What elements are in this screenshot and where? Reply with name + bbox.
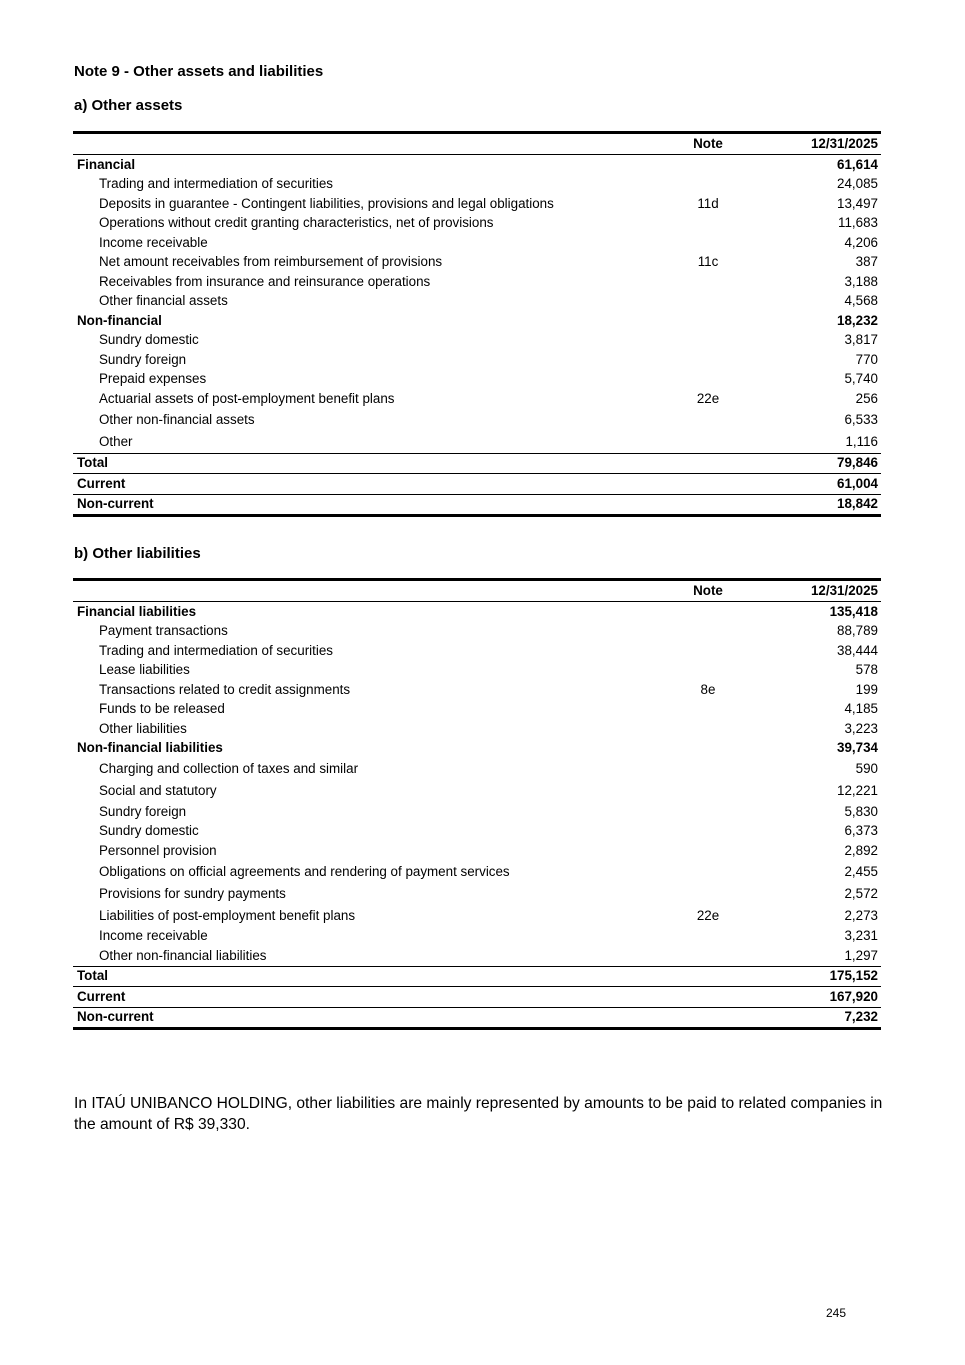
row-label: Charging and collection of taxes and similar — [99, 761, 359, 776]
row-value: 578 — [855, 662, 878, 678]
row-label: Social and statutory — [99, 783, 217, 798]
row-note — [658, 661, 758, 681]
table-row — [73, 780, 881, 802]
group-row — [73, 739, 881, 759]
table-header — [73, 580, 881, 602]
row-note — [658, 927, 758, 947]
row-note — [658, 802, 758, 822]
row-label: Obligations on official agreements and rendering of payment services — [99, 863, 510, 879]
header-note: Note — [693, 583, 723, 598]
row-label: Sundry domestic — [99, 332, 199, 348]
header-date: 12/31/2025 — [810, 136, 878, 151]
row-label: Total — [77, 968, 108, 984]
table-row — [73, 194, 881, 214]
row-value: 2,455 — [844, 863, 878, 879]
row-value: 4,206 — [844, 234, 878, 250]
row-label: Liabilities of post-employment benefit plans — [99, 907, 356, 923]
row-label: Financial — [77, 156, 136, 172]
row-note — [658, 370, 758, 390]
section-title-assets: a) Other assets — [74, 97, 183, 114]
row-value: 7,232 — [844, 1009, 878, 1025]
row-label: Income receivable — [99, 234, 208, 250]
total-row — [73, 494, 881, 516]
row-note — [658, 292, 758, 312]
group-row — [73, 602, 881, 622]
row-note — [658, 409, 758, 431]
row-note — [658, 453, 758, 474]
row-note — [658, 155, 758, 175]
row-label: Financial liabilities — [77, 603, 197, 619]
table-row — [73, 700, 881, 720]
other-liabilities-table — [73, 578, 881, 1030]
other-assets-table — [73, 131, 881, 517]
table-row — [73, 946, 881, 966]
row-note — [658, 780, 758, 802]
row-value: 38,444 — [837, 642, 878, 658]
table-row — [73, 622, 881, 642]
row-label: Actuarial assets of post-employment benefit plans — [99, 390, 395, 406]
row-value: 199 — [855, 681, 878, 697]
row-note — [658, 311, 758, 331]
row-value: 4,568 — [844, 293, 878, 309]
table-row — [73, 822, 881, 842]
row-label: Transactions related to credit assignments — [99, 681, 351, 697]
row-value: 590 — [855, 761, 878, 776]
table-row — [73, 233, 881, 253]
row-label: Net amount receivables from reimbursement of provisions — [99, 254, 443, 270]
table-row — [73, 883, 881, 905]
row-value: 2,572 — [844, 885, 878, 901]
row-note — [658, 331, 758, 351]
row-label: Trading and intermediation of securities — [99, 642, 333, 658]
row-note: 11d — [697, 195, 719, 211]
table-row — [73, 292, 881, 312]
row-note — [658, 1007, 758, 1029]
row-value: 39,734 — [837, 740, 878, 756]
row-label: Other non-financial assets — [99, 411, 255, 427]
row-value: 3,223 — [844, 720, 878, 736]
row-label: Prepaid expenses — [99, 371, 207, 387]
total-row — [73, 453, 881, 474]
row-label: Total — [77, 455, 108, 471]
row-value: 175,152 — [829, 968, 878, 984]
row-note — [658, 883, 758, 905]
footnote-paragraph: In ITAÚ UNIBANCO HOLDING, other liabilities are mainly represented by amounts to be paid to related companies in the amount of R$ 39,330. — [74, 1095, 883, 1133]
row-value: 24,085 — [837, 176, 878, 192]
row-label: Income receivable — [99, 928, 208, 944]
row-note — [658, 861, 758, 883]
table-row — [73, 409, 881, 431]
header-label — [73, 580, 658, 602]
table-row — [73, 253, 881, 273]
header-date: 12/31/2025 — [810, 583, 878, 598]
row-label: Receivables from insurance and reinsurance operations — [99, 273, 431, 289]
group-row — [73, 311, 881, 331]
row-note — [658, 641, 758, 661]
row-value: 3,188 — [844, 273, 878, 289]
row-value: 5,830 — [844, 803, 878, 819]
table-row — [73, 680, 881, 700]
table-row — [73, 272, 881, 292]
row-value: 18,232 — [837, 312, 878, 328]
row-note — [658, 233, 758, 253]
table-header — [73, 133, 881, 155]
row-note — [658, 700, 758, 720]
section-title-liabilities: b) Other liabilities — [74, 545, 201, 562]
row-label: Payment transactions — [99, 623, 228, 639]
row-label: Lease liabilities — [99, 662, 190, 678]
table-row — [73, 758, 881, 780]
row-note — [658, 474, 758, 495]
row-note — [658, 622, 758, 642]
row-note: 22e — [696, 390, 720, 406]
table-row — [73, 175, 881, 195]
row-label: Other non-financial liabilities — [99, 947, 267, 963]
note-title: Note 9 - Other assets and liabilities — [74, 63, 324, 80]
table-row — [73, 802, 881, 822]
row-note: 11c — [697, 254, 719, 270]
row-value: 4,185 — [844, 701, 878, 717]
row-value: 387 — [855, 254, 878, 270]
row-value: 256 — [855, 390, 878, 406]
row-label: Other financial assets — [99, 293, 228, 309]
row-note — [658, 841, 758, 861]
header-label — [73, 133, 658, 155]
row-label: Other liabilities — [99, 720, 187, 736]
row-value: 1,116 — [845, 433, 878, 449]
total-row — [73, 966, 881, 987]
row-note — [658, 431, 758, 454]
header-note: Note — [693, 136, 723, 151]
row-label: Provisions for sundry payments — [99, 885, 286, 901]
row-label: Non-current — [77, 496, 154, 512]
row-note: 22e — [696, 907, 720, 923]
row-label: Non-financial liabilities — [77, 740, 223, 756]
row-note — [658, 739, 758, 759]
row-note — [658, 987, 758, 1008]
row-note — [658, 822, 758, 842]
row-label: Other — [99, 433, 133, 449]
row-label: Personnel provision — [99, 842, 217, 858]
total-row — [73, 474, 881, 495]
table-row — [73, 841, 881, 861]
row-value: 61,614 — [837, 156, 878, 172]
row-note — [658, 758, 758, 780]
row-label: Operations without credit granting characteristics, net of provisions — [99, 215, 494, 231]
row-note — [658, 272, 758, 292]
row-label: Sundry foreign — [99, 803, 187, 819]
row-note — [658, 214, 758, 234]
row-note — [658, 946, 758, 966]
table-row — [73, 370, 881, 390]
row-value: 11,683 — [838, 215, 878, 231]
table-row — [73, 861, 881, 883]
row-value: 13,497 — [837, 195, 878, 211]
table-row — [73, 661, 881, 681]
row-value: 2,892 — [844, 842, 878, 858]
table-row — [73, 350, 881, 370]
row-label: Sundry domestic — [99, 823, 199, 839]
table-row — [73, 389, 881, 409]
row-value: 12,221 — [837, 783, 878, 798]
row-value: 135,418 — [829, 603, 878, 619]
row-value: 88,789 — [837, 623, 878, 639]
row-label: Non-current — [77, 1009, 154, 1025]
row-note — [658, 966, 758, 987]
row-value: 2,273 — [844, 907, 878, 923]
row-value: 167,920 — [829, 988, 878, 1004]
table-row — [73, 719, 881, 739]
row-value: 6,533 — [844, 411, 878, 427]
row-value: 1,297 — [844, 947, 878, 963]
table-row — [73, 431, 881, 454]
row-label: Trading and intermediation of securities — [99, 176, 333, 192]
row-value: 770 — [855, 351, 878, 367]
row-label: Deposits in guarantee - Contingent liabilities, provisions and legal obligations — [99, 195, 554, 211]
row-label: Non-financial — [77, 312, 162, 328]
row-note — [658, 602, 758, 622]
row-value: 3,817 — [844, 332, 878, 348]
row-value: 6,373 — [844, 823, 878, 839]
row-note — [658, 719, 758, 739]
table-row — [73, 214, 881, 234]
total-row — [73, 987, 881, 1008]
table-row — [73, 927, 881, 947]
table-row — [73, 641, 881, 661]
row-value: 79,846 — [837, 455, 878, 471]
row-note — [658, 494, 758, 516]
row-value: 3,231 — [844, 928, 878, 944]
row-label: Current — [77, 475, 126, 491]
table-row — [73, 905, 881, 927]
row-value: 18,842 — [837, 496, 878, 512]
row-label: Sundry foreign — [99, 351, 187, 367]
row-label: Current — [77, 988, 126, 1004]
row-note — [658, 175, 758, 195]
total-row — [73, 1007, 881, 1029]
row-value: 61,004 — [837, 475, 878, 491]
table-row — [73, 331, 881, 351]
group-row — [73, 155, 881, 175]
row-note — [658, 350, 758, 370]
row-note: 8e — [700, 681, 716, 697]
page-number: 245 — [826, 1306, 847, 1320]
row-value: 5,740 — [844, 371, 878, 387]
row-label: Funds to be released — [99, 701, 225, 717]
